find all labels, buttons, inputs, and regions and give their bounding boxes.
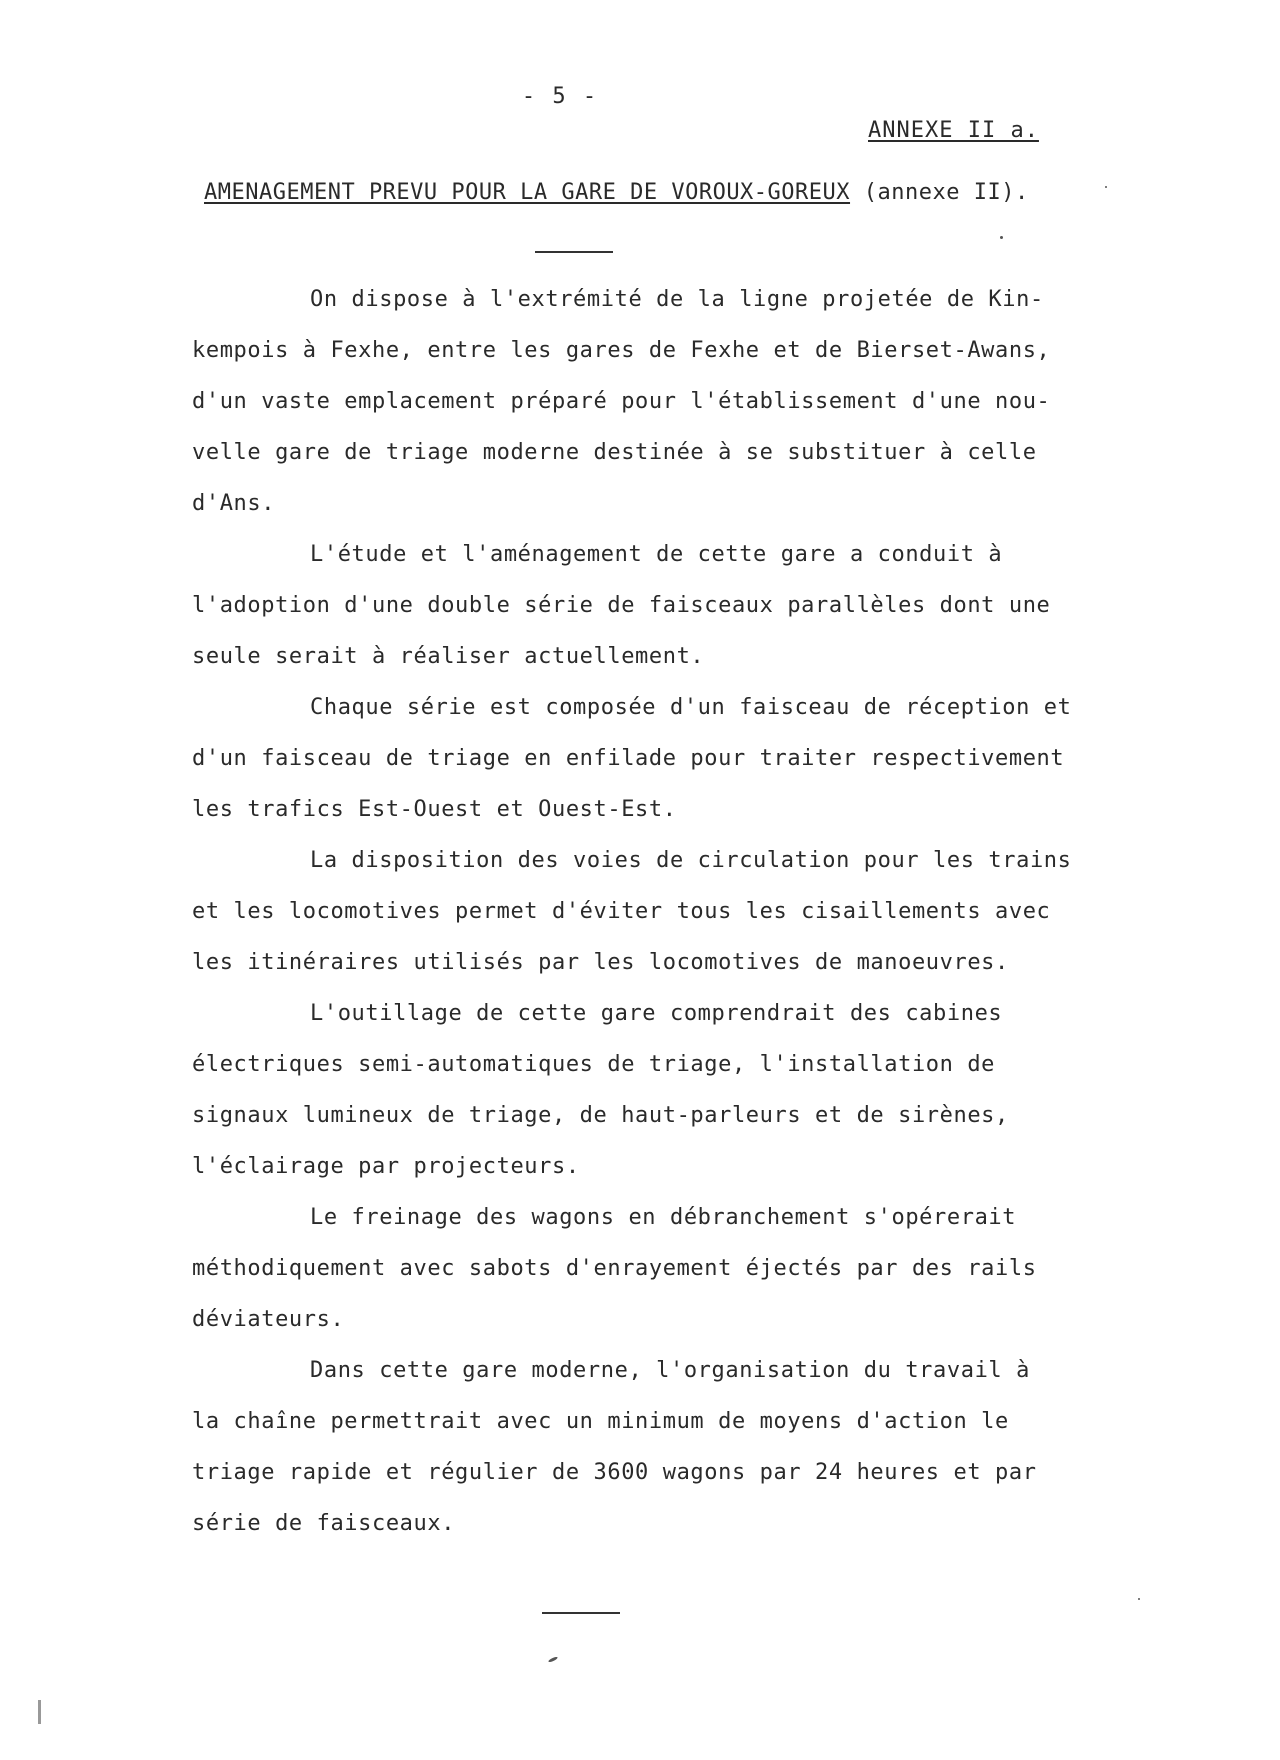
- paragraph-line: L'étude et l'aménagement de cette gare a conduit à: [310, 542, 1003, 567]
- paragraph-line: Le freinage des wagons en débranchement s'opérerait: [310, 1205, 1017, 1230]
- paragraph-line: la chaîne permettrait avec un minimum de moyens d'action le: [192, 1409, 1009, 1434]
- paragraph-line: méthodiquement avec sabots d'enrayement éjectés par des rails: [192, 1256, 1037, 1281]
- paragraph-line: Chaque série est composée d'un faisceau de réception et: [310, 695, 1072, 720]
- scan-speck: [548, 1656, 558, 1663]
- paragraph-line: triage rapide et régulier de 3600 wagons par 24 heures et par: [192, 1460, 1037, 1485]
- title-separator-rule: [535, 251, 613, 253]
- paragraph-line: déviateurs.: [192, 1307, 345, 1332]
- paragraph-line: velle gare de triage moderne destinée à se substituer à celle: [192, 440, 1037, 465]
- paragraph-line: série de faisceaux.: [192, 1511, 456, 1536]
- paragraph-line: d'un faisceau de triage en enfilade pour traiter respectivement: [192, 746, 1065, 771]
- paragraph-line: d'Ans.: [192, 491, 276, 516]
- closing-separator-rule: [542, 1612, 620, 1614]
- document-title-main: AMENAGEMENT PREVU POUR LA GARE DE VOROUX-GOREUX: [204, 180, 851, 205]
- document-title: [204, 180, 1029, 205]
- scan-speck: [1105, 186, 1107, 188]
- body-text: [192, 274, 1152, 1549]
- paragraph-line: les itinéraires utilisés par les locomotives de manoeuvres.: [192, 950, 1009, 975]
- paragraph-line: La disposition des voies de circulation pour les trains: [310, 848, 1072, 873]
- paragraph-line: et les locomotives permet d'éviter tous les cisaillements avec: [192, 899, 1051, 924]
- paragraph-line: seule serait à réaliser actuellement.: [192, 644, 705, 669]
- scan-speck: [1000, 236, 1003, 239]
- paragraph-line: On dispose à l'extrémité de la ligne projetée de Kin-: [310, 287, 1044, 312]
- scan-speck: [1138, 1598, 1140, 1600]
- paragraph-line: l'adoption d'une double série de faisceaux parallèles dont une: [192, 593, 1051, 618]
- page-number: - 5 -: [521, 84, 599, 109]
- paragraph-line: kempois à Fexhe, entre les gares de Fexhe et de Bierset-Awans,: [192, 338, 1051, 363]
- paragraph-line: électriques semi-automatiques de triage, l'installation de: [192, 1052, 996, 1077]
- paragraph-line: les trafics Est-Ouest et Ouest-Est.: [192, 797, 677, 822]
- document-title-suffix: (annexe II).: [850, 180, 1029, 205]
- paragraph-line: signaux lumineux de triage, de haut-parleurs et de sirènes,: [192, 1103, 1009, 1128]
- paragraph-line: l'éclairage par projecteurs.: [192, 1154, 580, 1179]
- scan-binding-mark: [38, 1700, 41, 1724]
- paragraph-line: d'un vaste emplacement préparé pour l'établissement d'une nou-: [192, 389, 1051, 414]
- paragraph-line: Dans cette gare moderne, l'organisation du travail à: [310, 1358, 1030, 1383]
- paragraph-line: L'outillage de cette gare comprendrait des cabines: [310, 1001, 1003, 1026]
- annex-label: ANNEXE II a.: [868, 118, 1039, 143]
